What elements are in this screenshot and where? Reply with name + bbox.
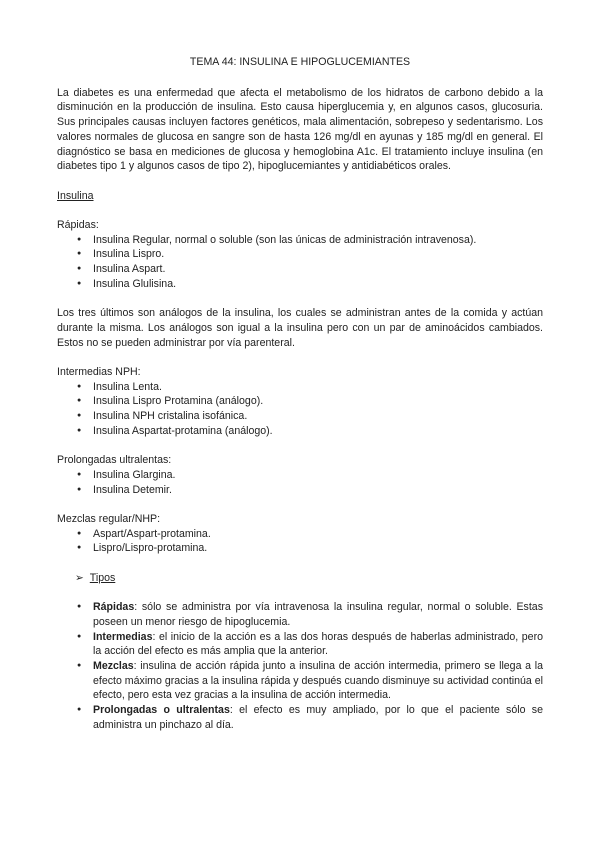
list-item: ● Insulina NPH cristalina isofánica.	[57, 409, 543, 424]
list-item: ● Insulina Regular, normal o soluble (son las únicas de administración intravenosa).	[57, 233, 543, 248]
tipos-heading-text: Tipos	[89, 571, 116, 584]
term: Rápidas	[93, 601, 135, 614]
term: Mezclas	[93, 660, 134, 672]
mezclas-label: Mezclas regular/NHP:	[57, 513, 161, 525]
description: : el inicio de la acción es a las dos horas después de haberlas administrado, pero la acción del efecto es más amplia que la anterior.	[93, 630, 543, 658]
arrow-bullet-icon: ➢	[75, 571, 84, 584]
list-item	[57, 630, 543, 659]
tipos-list	[57, 600, 543, 732]
list-item: ● Lispro/Lispro-protamina.	[57, 541, 543, 556]
document-page	[57, 55, 543, 733]
intro-paragraph: La diabetes es una enfermedad que afecta el metabolismo de los hidratos de carbono debido a la disminución en la producción de insulina. Esto causa hiperglucemia y, en algunos casos, glucosuria. Sus principales causas incluyen factores genéticos, mala alimentación, sobrepeso y sedentarismo. Los valores normales de glucosa en sangre son de hasta 126 mg/dl en ayunas y 185 mg/dl en general. El diagnóstico se basa en mediciones de glucosa y hemoglobina A1c. El tratamiento incluye insulina (en diabetes tipo 1 y algunos casos de tipo 2), hipoglucemiantes y antidiabéticos orales.	[57, 86, 543, 173]
mezclas-list	[57, 527, 543, 556]
list-item: ● Insulina Detemir.	[57, 483, 543, 498]
term: Prolongadas o ultralentas	[93, 704, 230, 717]
list-item: ● Insulina Lispro.	[57, 247, 543, 262]
intermedias-label: Intermedias NPH:	[57, 366, 141, 378]
description: : el efecto es muy ampliado, por lo que el paciente sólo se administra un pinchazo al día.	[93, 704, 543, 731]
list-item	[57, 659, 543, 703]
prolongadas-label: Prolongadas ultralentas:	[57, 454, 172, 467]
intermedias-list	[57, 380, 543, 439]
description: : sólo se administra por vía intravenosa la insulina regular, normal o soluble. Estas poseen un menor riesgo de hipoglucemia.	[93, 601, 543, 628]
list-item: ● Insulina Lispro Protamina (análogo).	[57, 394, 543, 409]
list-item: ● Insulina Aspartat-protamina (análogo).	[57, 424, 543, 439]
list-item	[57, 600, 543, 629]
list-item: ● Insulina Glargina.	[57, 468, 543, 483]
section-heading-insulina: Insulina	[57, 189, 94, 202]
rapidas-list	[57, 233, 543, 292]
list-item: ● Insulina Aspart.	[57, 262, 543, 277]
document-title: TEMA 44: INSULINA E HIPOGLUCEMIANTES	[189, 56, 411, 68]
prolongadas-list	[57, 468, 543, 497]
analogos-paragraph: Los tres últimos son análogos de la insulina, los cuales se administran antes de la comida y actúan durante la misma. Los análogos son igual a la insulina pero con un par de aminoácidos cambiados. Estos no se pueden administrar por vía parenteral.	[57, 307, 543, 349]
list-item: ● Insulina Lenta.	[57, 380, 543, 395]
list-item: ● Aspart/Aspart-protamina.	[57, 527, 543, 542]
list-item: ● Insulina Glulisina.	[57, 277, 543, 292]
tipos-heading	[57, 571, 543, 586]
list-item	[57, 703, 543, 732]
description: : insulina de acción rápida junto a insulina de acción intermedia, primero se llega a la efecto máximo gracias a la insulina rápida y después cuando disminuye su actividad continúa el efecto, pero esta vez gracias a la insulina de acción intermedia.	[93, 660, 543, 702]
rapidas-label: Rápidas:	[57, 219, 99, 231]
term: Intermedias	[93, 630, 153, 643]
